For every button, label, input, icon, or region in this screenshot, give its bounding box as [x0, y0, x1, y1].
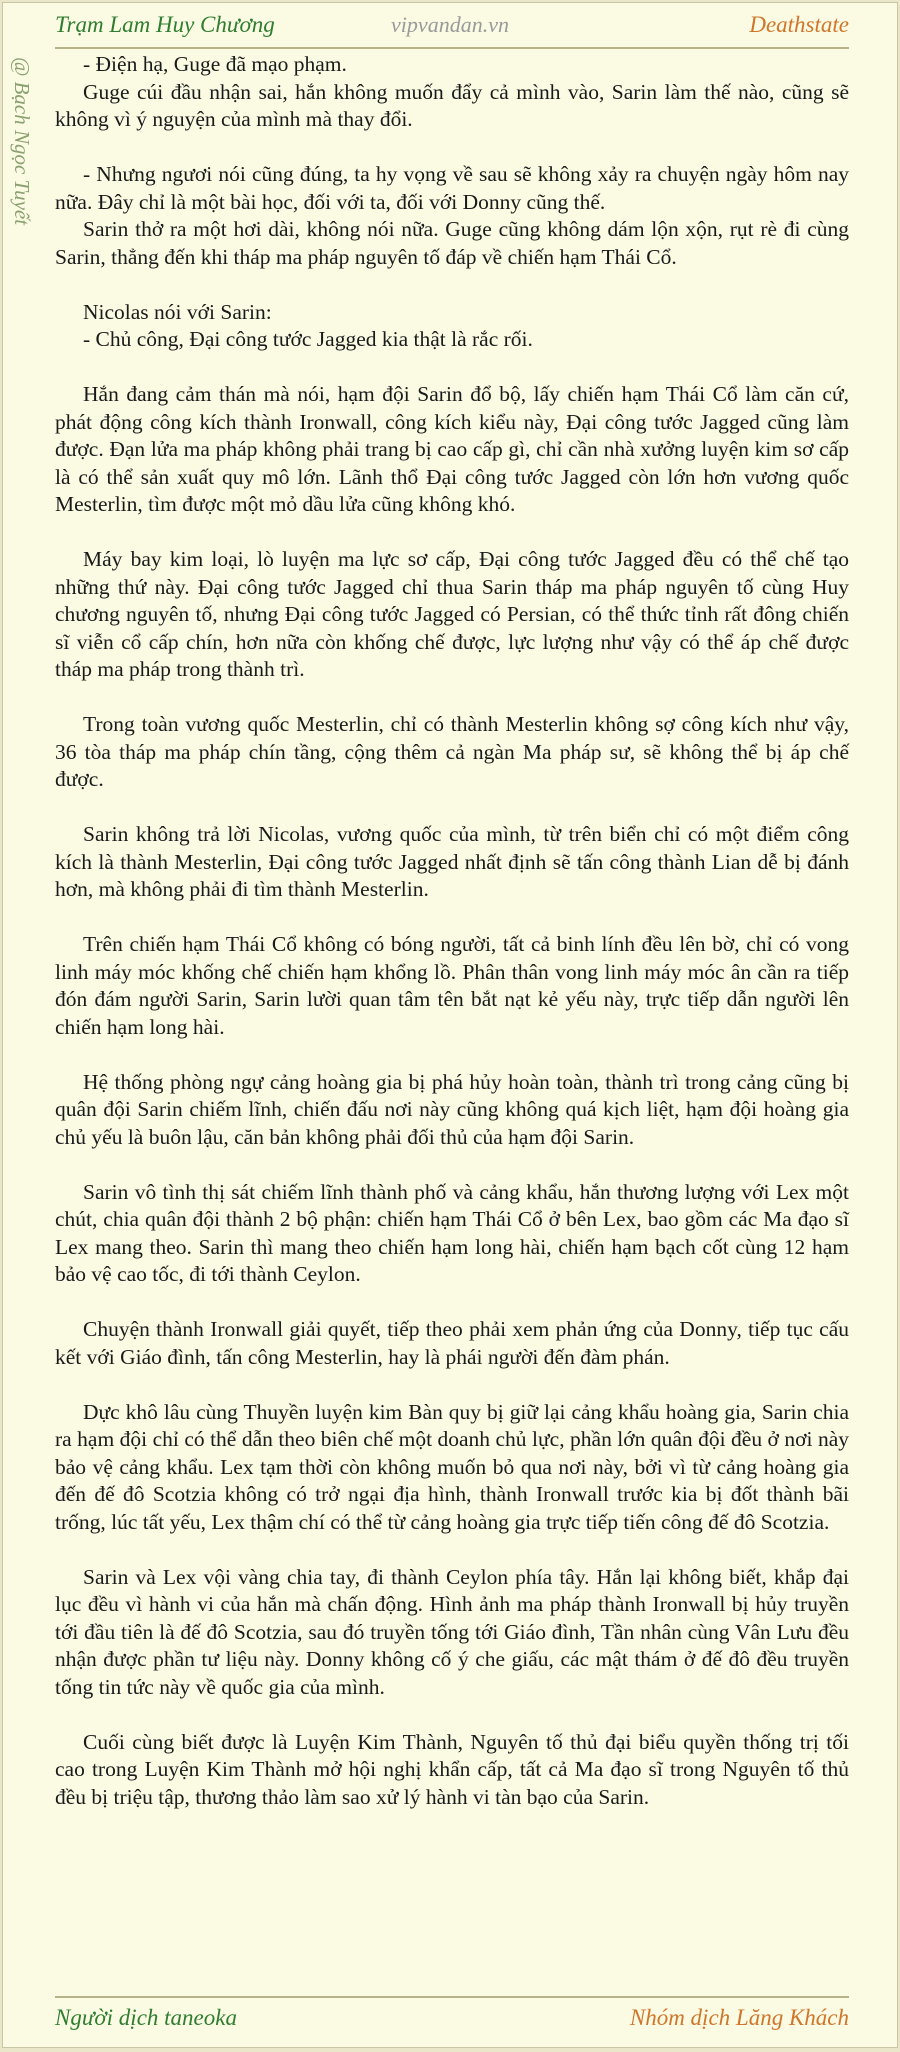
paragraph: Sarin vô tình thị sát chiếm lĩnh thành phố và cảng khẩu, hắn thương lượng với Lex một chút, chia quân đội thành 2 bộ phận: chiến hạm Thái Cổ ở bên Lex, bao gồm các Ma đạo sĩ Lex mang theo. Sarin thì mang theo chiến hạm long hài, chiến hạm bạch cốt cùng 12 hạm bảo vệ cao tốc, đi tới thành Ceylon.	[55, 1179, 849, 1286]
paragraph: Trên chiến hạm Thái Cổ không có bóng người, tất cả binh lính đều lên bờ, chỉ có vong linh máy móc khống chế chiến hạm khổng lồ. Phân thân vong linh máy móc ân cần ra tiếp đón đám người Sarin, Sarin lười quan tâm tên bắt nạt kẻ yếu này, trực tiếp dẫn người lên chiến hạm long hài.	[55, 932, 849, 1039]
document-page	[2, 2, 898, 2048]
paragraph: Dực khô lâu cùng Thuyền luyện kim Bàn quy bị giữ lại cảng khẩu hoàng gia, Sarin chia ra hạm đội chỉ có thể dẫn theo biên chế một doanh chủ lực, phần lớn quân đội đều ở nơi này bảo vệ cảng khẩu. Lex tạm thời còn không muốn bỏ qua nơi này, bởi vì từ cảng hoàng gia đến đế đô Scotzia không có trở ngại địa hình, thành Ironwall trước kia bị đốt thành bãi trống, lúc tất yếu, Lex thậm chí có thể từ cảng hoàng gia trực tiếp tiến công đế đô Scotzia.	[55, 1399, 849, 1534]
paragraph: Hắn đang cảm thán mà nói, hạm đội Sarin đổ bộ, lấy chiến hạm Thái Cổ làm căn cứ, phát động công kích thành Ironwall, công kích kiểu này, Đại công tước Jagged cũng làm được. Đạn lửa ma pháp không phải trang bị cao cấp gì, chỉ cần nhà xưởng luyện kim sơ cấp là có thể sản xuất quy mô lớn. Lãnh thổ Đại công tước Jagged còn lớn hơn vương quốc Mesterlin, tìm được một mỏ dầu lửa cũng không khó.	[55, 382, 849, 516]
paragraph: - Nhưng ngươi nói cũng đúng, ta hy vọng về sau sẽ không xảy ra chuyện ngày hôm nay nữa. Đây chỉ là một bài học, đối với ta, đối với Donny cũng thế.	[55, 162, 849, 214]
paragraph: Sarin không trả lời Nicolas, vương quốc của mình, từ trên biển chỉ có một điểm công kích là thành Mesterlin, Đại công tước Jagged nhất định sẽ tấn công thành Lian dễ bị đánh hơn, mà không phải đi tìm thành Mesterlin.	[55, 822, 849, 901]
watermark-text: @ Bạch Ngọc Tuyết	[10, 57, 34, 226]
paragraph: Guge cúi đầu nhận sai, hắn không muốn đẩy cả mình vào, Sarin làm thế nào, cũng sẽ không vì ý nguyện của mình mà thay đổi.	[55, 79, 849, 131]
paragraph: Trong toàn vương quốc Mesterlin, chỉ có thành Mesterlin không sợ công kích như vậy, 36 tòa tháp ma pháp chín tầng, cộng thêm cả ngàn Ma pháp sư, sẽ không thể bị áp chế được.	[55, 712, 849, 791]
header-site-name: Trạm Lam Huy Chương	[55, 12, 275, 37]
side-watermark	[7, 57, 41, 287]
page-footer	[3, 2005, 897, 2045]
footer-translator: Người dịch taneoka	[55, 2005, 237, 2030]
paragraph: - Chủ công, Đại công tước Jagged kia thật là rắc rối.	[83, 327, 533, 351]
paragraph: - Điện hạ, Guge đã mạo phạm.	[83, 52, 347, 76]
footer-divider	[55, 1996, 849, 1998]
header-novel-title: Deathstate	[749, 12, 849, 37]
paragraph: Sarin và Lex vội vàng chia tay, đi thành Ceylon phía tây. Hắn lại không biết, khắp đại lục đều vì hành vi của hắn mà chấn động. Hình ảnh ma pháp thành Ironwall bị hủy truyền tới đầu tiên là đế đô Scotzia, sau đó truyền tống tới Giáo đình, Tần nhân cùng Vân Lưu đều nhận được phần tư liệu này. Donny không cố ý che giấu, các mật thám ở đế đô đều truyền tống tin tức này về quốc gia của mình.	[55, 1564, 849, 1699]
paragraph: Sarin thở ra một hơi dài, không nói nữa. Guge cũng không dám lộn xộn, rụt rè đi cùng Sarin, thẳng đến khi tháp ma pháp nguyên tố đáp về chiến hạm Thái Cổ.	[55, 217, 849, 269]
paragraph: Cuối cùng biết được là Luyện Kim Thành, Nguyên tố thủ đại biểu quyền thống trị tối cao trong Luyện Kim Thành mở hội nghị khẩn cấp, tất cả Ma đạo sĩ trong Nguyên tố thủ đều bị triệu tập, thương thảo làm sao xử lý hành vi tàn bạo của Sarin.	[55, 1729, 849, 1809]
paragraph: Chuyện thành Ironwall giải quyết, tiếp theo phải xem phản ứng của Donny, tiếp tục cấu kết với Giáo đình, tấn công Mesterlin, hay là phái người đến đàm phán.	[55, 1317, 849, 1369]
paragraph: Nicolas nói với Sarin:	[83, 299, 272, 324]
chapter-body	[55, 51, 849, 1811]
paragraph: Máy bay kim loại, lò luyện ma lực sơ cấp, Đại công tước Jagged đều có thể chế tạo những thứ này. Đại công tước Jagged chỉ thua Sarin tháp ma pháp nguyên tố cùng Huy chương nguyên tố, nhưng Đại công tước Jagged có Persian, có thể thức tỉnh rất đông chiến sĩ viễn cổ cấp chín, hơn nữa còn khống chế được, lực lượng như vậy có thể áp chế được tháp ma pháp trong thành trì.	[55, 547, 849, 681]
footer-group: Nhóm dịch Lăng Khách	[629, 2005, 849, 2030]
page-header	[3, 3, 897, 49]
header-divider	[55, 47, 849, 49]
header-domain: vipvandan.vn	[391, 12, 509, 37]
paragraph: Hệ thống phòng ngự cảng hoàng gia bị phá hủy hoàn toàn, thành trì trong cảng cũng bị quân đội Sarin chiếm lĩnh, chiến đấu nơi này cũng không quá kịch liệt, hạm đội hoàng gia chủ yếu là buôn lậu, căn bản không phải đối thủ của hạm đội Sarin.	[55, 1069, 849, 1149]
